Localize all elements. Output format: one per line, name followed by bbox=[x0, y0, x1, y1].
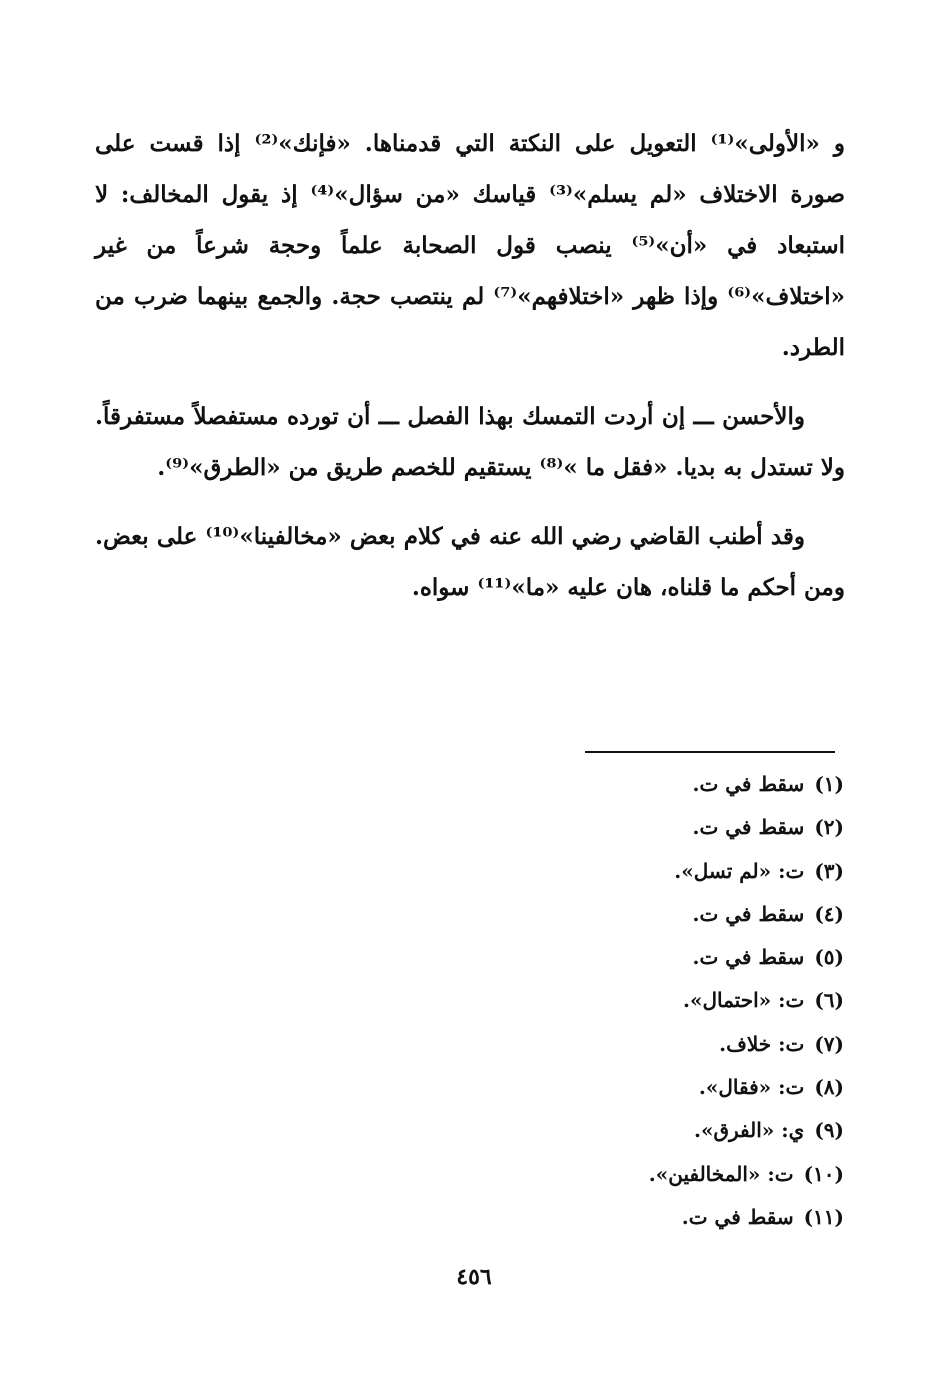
footnote-number: (١) bbox=[814, 772, 844, 796]
footnote bbox=[424, 763, 844, 806]
footnote-number: (٥) bbox=[814, 945, 844, 970]
footnote-text: ت: خلاف. bbox=[719, 1031, 805, 1056]
footnote bbox=[424, 806, 844, 849]
footnote-text: سقط في ت. bbox=[692, 772, 805, 796]
paragraph-2: والأحسن ـــ إن أردت التمسك بهذا الفصل ـــ أن تورده مستفصلاً مستفرقاً. ولا تستدل به بديا. «فقل ما »⁽⁸⁾ يستقيم للخصم طريق من «الطرق»⁽⁹⁾. bbox=[95, 403, 845, 481]
footnote-text: ت: «احتمال». bbox=[683, 988, 805, 1013]
footnote-text: سقط في ت. bbox=[692, 815, 805, 840]
footnote bbox=[424, 1153, 844, 1196]
footnote bbox=[424, 850, 844, 893]
footnote-separator bbox=[585, 751, 835, 753]
footnote bbox=[424, 893, 844, 936]
footnote-text: ت: «فقال». bbox=[698, 1075, 805, 1100]
footnote-text: سقط في ت. bbox=[692, 945, 805, 970]
footnote-text: سقط في ت. bbox=[692, 901, 805, 926]
footnote bbox=[424, 1109, 844, 1152]
footnote bbox=[424, 1066, 844, 1109]
footnote bbox=[424, 979, 844, 1022]
paragraph-3: وقد أطنب القاضي رضي الله عنه في كلام بعض «مخالفينا»⁽¹⁰⁾ على بعض. ومن أحكم ما قلناه، هان عليه «ما»⁽¹¹⁾ سواه. bbox=[95, 523, 845, 601]
footnote-number: (٧) bbox=[814, 1031, 844, 1056]
footnote-text: ي: «الفرق». bbox=[694, 1118, 805, 1143]
footnote-text: ت: «المخالفين». bbox=[648, 1161, 794, 1186]
footnote-number: (٦) bbox=[814, 988, 844, 1013]
footnote-number: (٩) bbox=[814, 1118, 844, 1143]
footnote bbox=[424, 1196, 844, 1239]
main-text bbox=[95, 118, 845, 613]
paragraph-1: و «الأولى»⁽¹⁾ التعويل على النكتة التي قدمناها. «فإنك»⁽²⁾ إذا قست على صورة الاختلاف «لم يسلم»⁽³⁾ قياسك «من سؤال»⁽⁴⁾ إذ يقول المخالف: لا استبعاد في «أن»⁽⁵⁾ ينصب قول الصحابة علماً وحجة شرعاً من غير «اختلاف»⁽⁶⁾ وإذا ظهر «اختلافهم»⁽⁷⁾ لم ينتصب حجة. والجمع بينهما ضرب من الطرد. bbox=[95, 130, 846, 361]
page-number: ٤٥٦ bbox=[456, 1264, 492, 1290]
footnote-number: (٢) bbox=[814, 815, 844, 840]
footnote-number: (٨) bbox=[814, 1075, 844, 1100]
footnote-number: (١٠) bbox=[803, 1161, 844, 1186]
footnote-text: سقط في ت. bbox=[681, 1204, 794, 1229]
footnote-number: (٣) bbox=[814, 858, 844, 883]
footnote-number: (٤) bbox=[814, 901, 844, 926]
footnotes-list bbox=[424, 763, 844, 1239]
footnote-number: (١١) bbox=[803, 1204, 844, 1229]
footnote-text: ت: «لم تسل». bbox=[674, 858, 805, 883]
footnote bbox=[424, 1023, 844, 1066]
footnote bbox=[424, 936, 844, 979]
